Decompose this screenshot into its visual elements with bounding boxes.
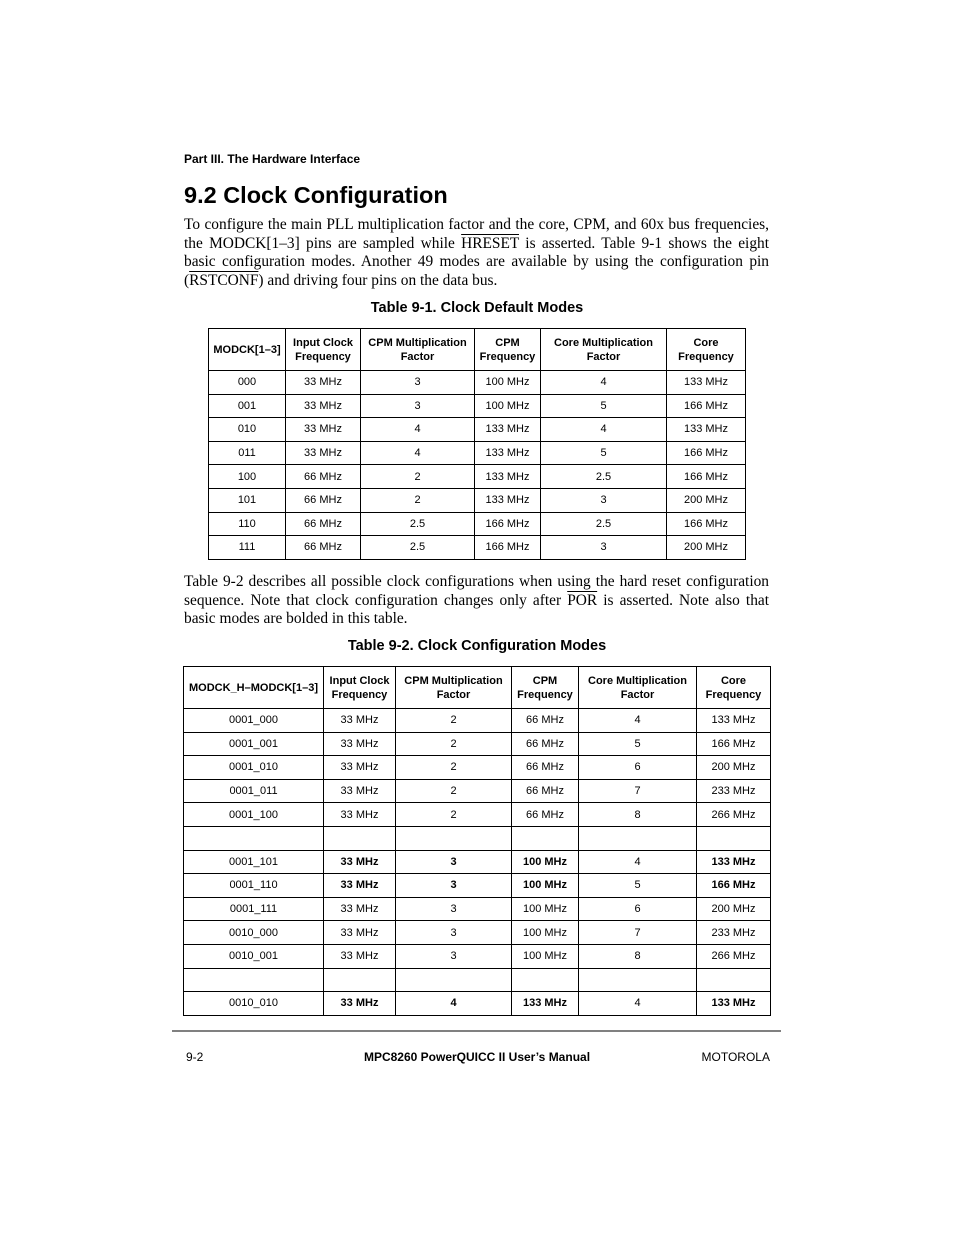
table-cell: 133 MHz	[667, 371, 746, 395]
para1-text-1: To configure the main PLL multiplication factor and the core, CPM, and 60x bus frequencies, the MODCK[1–3] pins are sampled while	[184, 216, 769, 252]
por-signal: $\overline{POR}$	[567, 591, 598, 609]
table-cell: 100 MHz	[512, 921, 579, 945]
description-paragraph	[184, 573, 769, 629]
table-row	[184, 732, 771, 756]
table-cell: 33 MHz	[324, 779, 396, 803]
table-cell	[512, 826, 579, 850]
table-cell: 2	[396, 803, 512, 827]
table2-header-cell: CPM Frequency	[512, 667, 579, 709]
table-cell	[396, 968, 512, 992]
table-cell: 66 MHz	[512, 779, 579, 803]
table-cell: 233 MHz	[697, 921, 771, 945]
table1-header-cell: Input Clock Frequency	[286, 329, 361, 371]
table-row	[209, 536, 746, 560]
table-cell: 33 MHz	[324, 992, 396, 1016]
table-cell: 100 MHz	[512, 944, 579, 968]
table-cell: 110	[209, 512, 286, 536]
table-row	[209, 465, 746, 489]
table1-header-row	[209, 329, 746, 371]
section-title: 9.2 Clock Configuration	[184, 182, 448, 208]
table-cell: 3	[396, 897, 512, 921]
table-cell: 3	[361, 394, 475, 418]
table-cell	[184, 826, 324, 850]
table-cell: 2.5	[361, 512, 475, 536]
table-cell: 6	[579, 897, 697, 921]
table-cell: 166 MHz	[697, 732, 771, 756]
table-cell	[324, 968, 396, 992]
table-cell: 0001_001	[184, 732, 324, 756]
table-cell	[579, 968, 697, 992]
clock-configuration-modes-table	[183, 666, 771, 1016]
rstconf-signal: RSTCONF	[189, 271, 259, 289]
table-cell: 133 MHz	[697, 850, 771, 874]
table-cell: 166 MHz	[667, 512, 746, 536]
table-cell: 5	[579, 874, 697, 898]
table-cell: 266 MHz	[697, 944, 771, 968]
table-row	[184, 779, 771, 803]
table-cell: 33 MHz	[286, 371, 361, 395]
table-cell: 5	[541, 394, 667, 418]
table-cell: 2.5	[361, 536, 475, 560]
table2-header-row	[184, 667, 771, 709]
table2-header-cell: CPM Multiplication Factor	[396, 667, 512, 709]
table-row	[184, 709, 771, 733]
table-cell: 7	[579, 779, 697, 803]
table-cell: 3	[541, 488, 667, 512]
table-cell: 166 MHz	[667, 394, 746, 418]
table-row	[184, 968, 771, 992]
table1-header-cell: Core Multiplication Factor	[541, 329, 667, 371]
table-row	[184, 897, 771, 921]
table-cell	[697, 968, 771, 992]
table-cell: 100 MHz	[512, 874, 579, 898]
table-cell: 66 MHz	[512, 709, 579, 733]
table-cell: 0001_110	[184, 874, 324, 898]
table-cell: 4	[541, 418, 667, 442]
table-row	[184, 850, 771, 874]
hreset-signal: HRESET	[461, 234, 519, 252]
table-cell: 233 MHz	[697, 779, 771, 803]
table-cell	[396, 826, 512, 850]
table-cell: 33 MHz	[324, 732, 396, 756]
table-cell: 2	[396, 709, 512, 733]
table-cell: 33 MHz	[286, 418, 361, 442]
table2-header-cell: Input Clock Frequency	[324, 667, 396, 709]
table-cell	[579, 826, 697, 850]
table2-header-cell: Core Frequency	[697, 667, 771, 709]
table-cell: 200 MHz	[667, 488, 746, 512]
table-cell: 4	[579, 709, 697, 733]
table-cell: 2.5	[541, 512, 667, 536]
table1-header-cell: MODCK[1–3]	[209, 329, 286, 371]
table-cell: 8	[579, 803, 697, 827]
table2-caption: Table 9-2. Clock Configuration Modes	[347, 638, 607, 654]
table-cell: 000	[209, 371, 286, 395]
table-cell: 8	[579, 944, 697, 968]
table-cell: 5	[579, 732, 697, 756]
table-cell: 200 MHz	[697, 756, 771, 780]
table-cell: 33 MHz	[324, 944, 396, 968]
table-cell: 4	[541, 371, 667, 395]
table-cell: 66 MHz	[286, 512, 361, 536]
table-row	[209, 512, 746, 536]
table-row	[209, 441, 746, 465]
table-cell: 66 MHz	[286, 488, 361, 512]
intro-paragraph	[184, 216, 769, 290]
table-cell: 001	[209, 394, 286, 418]
page-number: 9-2	[186, 1050, 204, 1064]
running-head: Part III. The Hardware Interface	[184, 152, 361, 166]
table-cell	[512, 968, 579, 992]
table-cell: 2	[361, 488, 475, 512]
table-cell: 33 MHz	[324, 709, 396, 733]
table-cell: 100	[209, 465, 286, 489]
table-cell: 133 MHz	[667, 418, 746, 442]
table-cell: 166 MHz	[667, 441, 746, 465]
table-cell: 166 MHz	[697, 874, 771, 898]
table-cell: 0001_011	[184, 779, 324, 803]
table-cell: 3	[396, 921, 512, 945]
manual-title: MPC8260 PowerQUICC II User’s Manual	[363, 1050, 591, 1064]
table-cell: 100 MHz	[475, 371, 541, 395]
table-cell: 4	[579, 992, 697, 1016]
table-row	[209, 488, 746, 512]
table-cell: 100 MHz	[512, 850, 579, 874]
table-cell	[697, 826, 771, 850]
table-cell: 0010_010	[184, 992, 324, 1016]
table-cell: 2.5	[541, 465, 667, 489]
para2-text-2: is asserted. Note also that basic modes are bolded in this table.	[184, 591, 769, 628]
table-row	[184, 992, 771, 1016]
table-cell	[324, 826, 396, 850]
table-row	[184, 756, 771, 780]
table-cell: 0010_001	[184, 944, 324, 968]
table-cell: 6	[579, 756, 697, 780]
company-name: MOTOROLA	[701, 1050, 770, 1064]
table-cell: 133 MHz	[475, 418, 541, 442]
table-cell: 133 MHz	[475, 488, 541, 512]
table-row	[184, 803, 771, 827]
para1-text-3: ) and driving four pins on the data bus.	[258, 271, 498, 289]
table1-caption: Table 9-1. Clock Default Modes	[370, 300, 584, 316]
table-cell	[184, 968, 324, 992]
table-cell: 2	[396, 756, 512, 780]
table-cell: 33 MHz	[286, 441, 361, 465]
table-cell: 011	[209, 441, 286, 465]
table-cell: 33 MHz	[324, 803, 396, 827]
table-cell: 33 MHz	[286, 394, 361, 418]
table-row	[184, 874, 771, 898]
table-cell: 4	[579, 850, 697, 874]
table-cell: 66 MHz	[286, 465, 361, 489]
table1-header-cell: CPM Frequency	[475, 329, 541, 371]
table-cell: 66 MHz	[512, 756, 579, 780]
table-row	[184, 921, 771, 945]
table-cell: 111	[209, 536, 286, 560]
table-row	[209, 418, 746, 442]
table-cell: 200 MHz	[697, 897, 771, 921]
table2-header-cell: MODCK_H–MODCK[1–3]	[184, 667, 324, 709]
table-cell: 101	[209, 488, 286, 512]
table-cell: 3	[361, 371, 475, 395]
table-cell: 33 MHz	[324, 874, 396, 898]
table1-header-cell: CPM Multiplication Factor	[361, 329, 475, 371]
para2-text-1: Table 9-2 describes all possible clock configurations when using the hard reset configuration sequence. Note that clock configuration changes only after	[184, 573, 769, 609]
para1-text-2: is asserted. Table 9-1 shows the eight basic configuration modes. Another 49 modes are available by using the configuration pin (	[184, 234, 769, 289]
table-cell: 133 MHz	[697, 709, 771, 733]
table-cell: 33 MHz	[324, 921, 396, 945]
table-cell: 66 MHz	[286, 536, 361, 560]
table-row	[209, 371, 746, 395]
table-cell: 0001_100	[184, 803, 324, 827]
table-cell: 0001_101	[184, 850, 324, 874]
table-cell: 010	[209, 418, 286, 442]
table-cell: 100 MHz	[475, 394, 541, 418]
table-cell: 2	[396, 732, 512, 756]
table-cell: 266 MHz	[697, 803, 771, 827]
table-cell: 133 MHz	[475, 441, 541, 465]
table-cell: 133 MHz	[512, 992, 579, 1016]
table-row	[184, 944, 771, 968]
table-cell: 3	[396, 850, 512, 874]
footer-rule	[172, 1030, 781, 1032]
table-cell: 4	[396, 992, 512, 1016]
table-cell: 166 MHz	[475, 512, 541, 536]
table-cell: 0001_000	[184, 709, 324, 733]
table-cell: 4	[361, 441, 475, 465]
table-cell: 0001_010	[184, 756, 324, 780]
table-cell: 166 MHz	[667, 465, 746, 489]
table-cell: 66 MHz	[512, 732, 579, 756]
table-cell: 5	[541, 441, 667, 465]
table-cell: 3	[396, 944, 512, 968]
table-cell: 0001_111	[184, 897, 324, 921]
table-cell: 133 MHz	[475, 465, 541, 489]
table-cell: 33 MHz	[324, 756, 396, 780]
table-cell: 4	[361, 418, 475, 442]
table-cell: 33 MHz	[324, 897, 396, 921]
table-cell: 66 MHz	[512, 803, 579, 827]
table-row	[209, 394, 746, 418]
clock-default-modes-table	[208, 328, 746, 560]
table2-header-cell: Core Multiplication Factor	[579, 667, 697, 709]
table-cell: 133 MHz	[697, 992, 771, 1016]
table-cell: 166 MHz	[475, 536, 541, 560]
table-row	[184, 826, 771, 850]
table-cell: 3	[396, 874, 512, 898]
table-cell: 7	[579, 921, 697, 945]
table-cell: 2	[396, 779, 512, 803]
table-cell: 2	[361, 465, 475, 489]
table-cell: 33 MHz	[324, 850, 396, 874]
table-cell: 0010_000	[184, 921, 324, 945]
table-cell: 3	[541, 536, 667, 560]
table-cell: 200 MHz	[667, 536, 746, 560]
table-cell: 100 MHz	[512, 897, 579, 921]
table1-header-cell: Core Frequency	[667, 329, 746, 371]
